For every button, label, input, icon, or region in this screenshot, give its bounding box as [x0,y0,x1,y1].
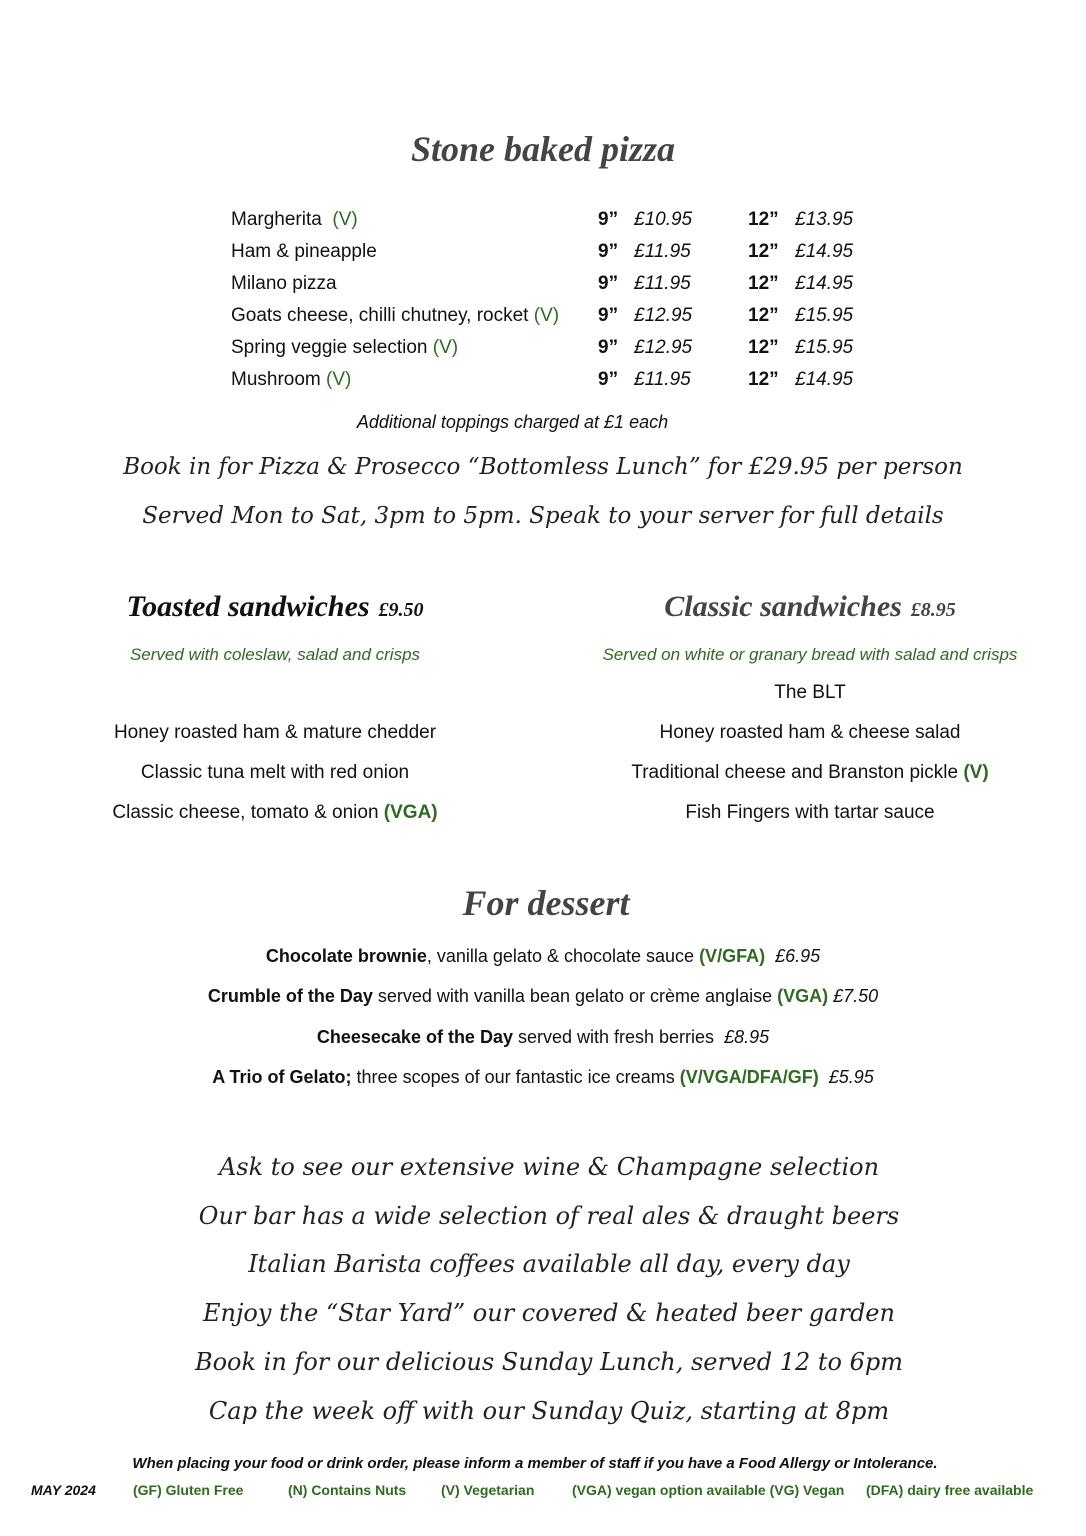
extra-line: Cap the week off with our Sunday Quiz, starting at 8pm [208,1397,890,1425]
diet-tag: (VGA) [777,986,829,1006]
size-small: 9” [598,337,619,358]
pizza-name: Margherita [231,209,322,230]
pizza-name: Goats cheese, chilli chutney, rocket [231,305,529,326]
pizza-title: Stone baked pizza [410,129,676,169]
pizza-row [231,337,871,369]
diet-tag: (V/VGA/DFA/GF) [679,1067,819,1087]
sandwich-name: Classic cheese, tomato & onion [112,802,379,823]
dessert-item [0,946,1086,967]
size-small: 9” [598,273,619,294]
diet-tag: (V) [533,305,560,326]
sandwich-name: Fish Fingers with tartar sauce [685,802,935,823]
allergy-notice: When placing your food or drink order, please inform a member of staff if you have a Food Allergy or Intolerance. [132,1455,938,1472]
dessert-name: Crumble of the Day [207,986,373,1006]
classic-price: £8.95 [910,599,956,621]
extra-line: Enjoy the “Star Yard” our covered & heated beer garden [203,1299,895,1327]
size-large: 12” [748,273,779,294]
pizza-name: Spring veggie selection [231,337,428,358]
classic-item [575,722,1045,744]
price-large: £13.95 [795,209,854,230]
diet-tag: (V) [332,209,358,230]
size-large: 12” [748,337,779,358]
classic-item [575,802,1045,824]
size-small: 9” [598,209,619,230]
dessert-desc: served with fresh berries [512,1027,715,1047]
pizza-row [231,209,871,241]
promo-line-1: Book in for Pizza & Prosecco “Bottomless Lunch” for £29.95 per person [123,454,963,480]
dessert-price: £7.50 [833,986,879,1006]
price-large: £15.95 [795,337,854,358]
dessert-desc: served with vanilla bean gelato or crème anglaise [372,986,773,1006]
classic-item [575,682,1045,704]
dessert-name: Chocolate brownie [265,946,427,966]
diet-tag: (V) [326,369,352,390]
dessert-item [0,986,1086,1007]
size-large: 12” [748,305,779,326]
size-small: 9” [598,241,619,262]
classic-item [575,762,1045,784]
key-vegan: (VGA) vegan option available (VG) Vegan [572,1482,845,1498]
price-small: £12.95 [634,337,693,358]
key-vegetarian: (V) Vegetarian [441,1482,535,1498]
pizza-name: Milano pizza [231,273,337,294]
sandwich-name: The BLT [774,682,846,703]
diet-tag: (V) [432,337,459,358]
extra-line: Ask to see our extensive wine & Champagne selection [218,1153,880,1181]
dessert-price: £5.95 [828,1067,874,1087]
dessert-title: For dessert [462,883,630,923]
pizza-row [231,305,871,337]
dessert-name: Cheesecake of the Day [316,1027,513,1047]
toasted-item [40,722,510,744]
diet-tag: (V/GFA) [699,946,766,966]
pizza-row [231,273,871,305]
dessert-desc: , vanilla gelato & chocolate sauce [426,946,695,966]
size-large: 12” [748,209,779,230]
price-large: £15.95 [795,305,854,326]
price-large: £14.95 [795,241,854,262]
price-large: £14.95 [795,369,854,390]
key-dairy-free: (DFA) dairy free available [866,1482,1034,1498]
price-small: £11.95 [634,369,691,390]
pizza-name: Mushroom [231,369,321,390]
toasted-title: Toasted sandwiches [126,590,370,623]
price-small: £12.95 [634,305,693,326]
sandwich-name: Traditional cheese and Branston pickle [631,762,959,783]
size-large: 12” [748,241,779,262]
sandwich-name: Honey roasted ham & mature chedder [113,722,437,743]
dessert-desc: three scopes of our fantastic ice creams [351,1067,675,1087]
toasted-item [40,802,510,824]
menu-date: MAY 2024 [31,1482,96,1498]
pizza-name: Ham & pineapple [231,241,377,262]
price-small: £11.95 [634,241,691,262]
toasted-item [40,762,510,784]
price-small: £10.95 [634,209,693,230]
key-gluten-free: (GF) Gluten Free [133,1482,244,1498]
dessert-price: £8.95 [724,1027,770,1047]
dessert-price: £6.95 [775,946,821,966]
classic-heading [575,590,1045,624]
toasted-subtitle: Served with coleslaw, salad and crisps [129,645,421,664]
size-small: 9” [598,305,619,326]
promo-line-2: Served Mon to Sat, 3pm to 5pm. Speak to your server for full details [142,503,944,529]
toasted-price: £9.50 [378,599,424,621]
extra-line: Italian Barista coffees available all day, every day [248,1250,850,1278]
pizza-row [231,241,871,273]
classic-subtitle: Served on white or granary bread with salad and crisps [602,645,1018,664]
sandwich-name: Classic tuna melt with red onion [140,762,410,783]
diet-tag: (V) [963,762,989,783]
size-small: 9” [598,369,619,390]
toasted-heading [40,590,510,624]
pizza-row [231,369,871,401]
price-small: £11.95 [634,273,691,294]
sandwich-name: Honey roasted ham & cheese salad [659,722,961,743]
diet-tag: (VGA) [383,802,438,823]
extra-line: Book in for our delicious Sunday Lunch, served 12 to 6pm [194,1348,904,1376]
dessert-item [0,1067,1086,1088]
key-contains-nuts: (N) Contains Nuts [288,1482,407,1498]
classic-title: Classic sandwiches [664,590,902,623]
extra-line: Our bar has a wide selection of real ales & draught beers [198,1202,900,1230]
price-large: £14.95 [795,273,854,294]
dessert-name: A Trio of Gelato; [212,1067,352,1087]
size-large: 12” [748,369,779,390]
dessert-item [0,1027,1086,1048]
toppings-note: Additional toppings charged at £1 each [356,412,669,432]
